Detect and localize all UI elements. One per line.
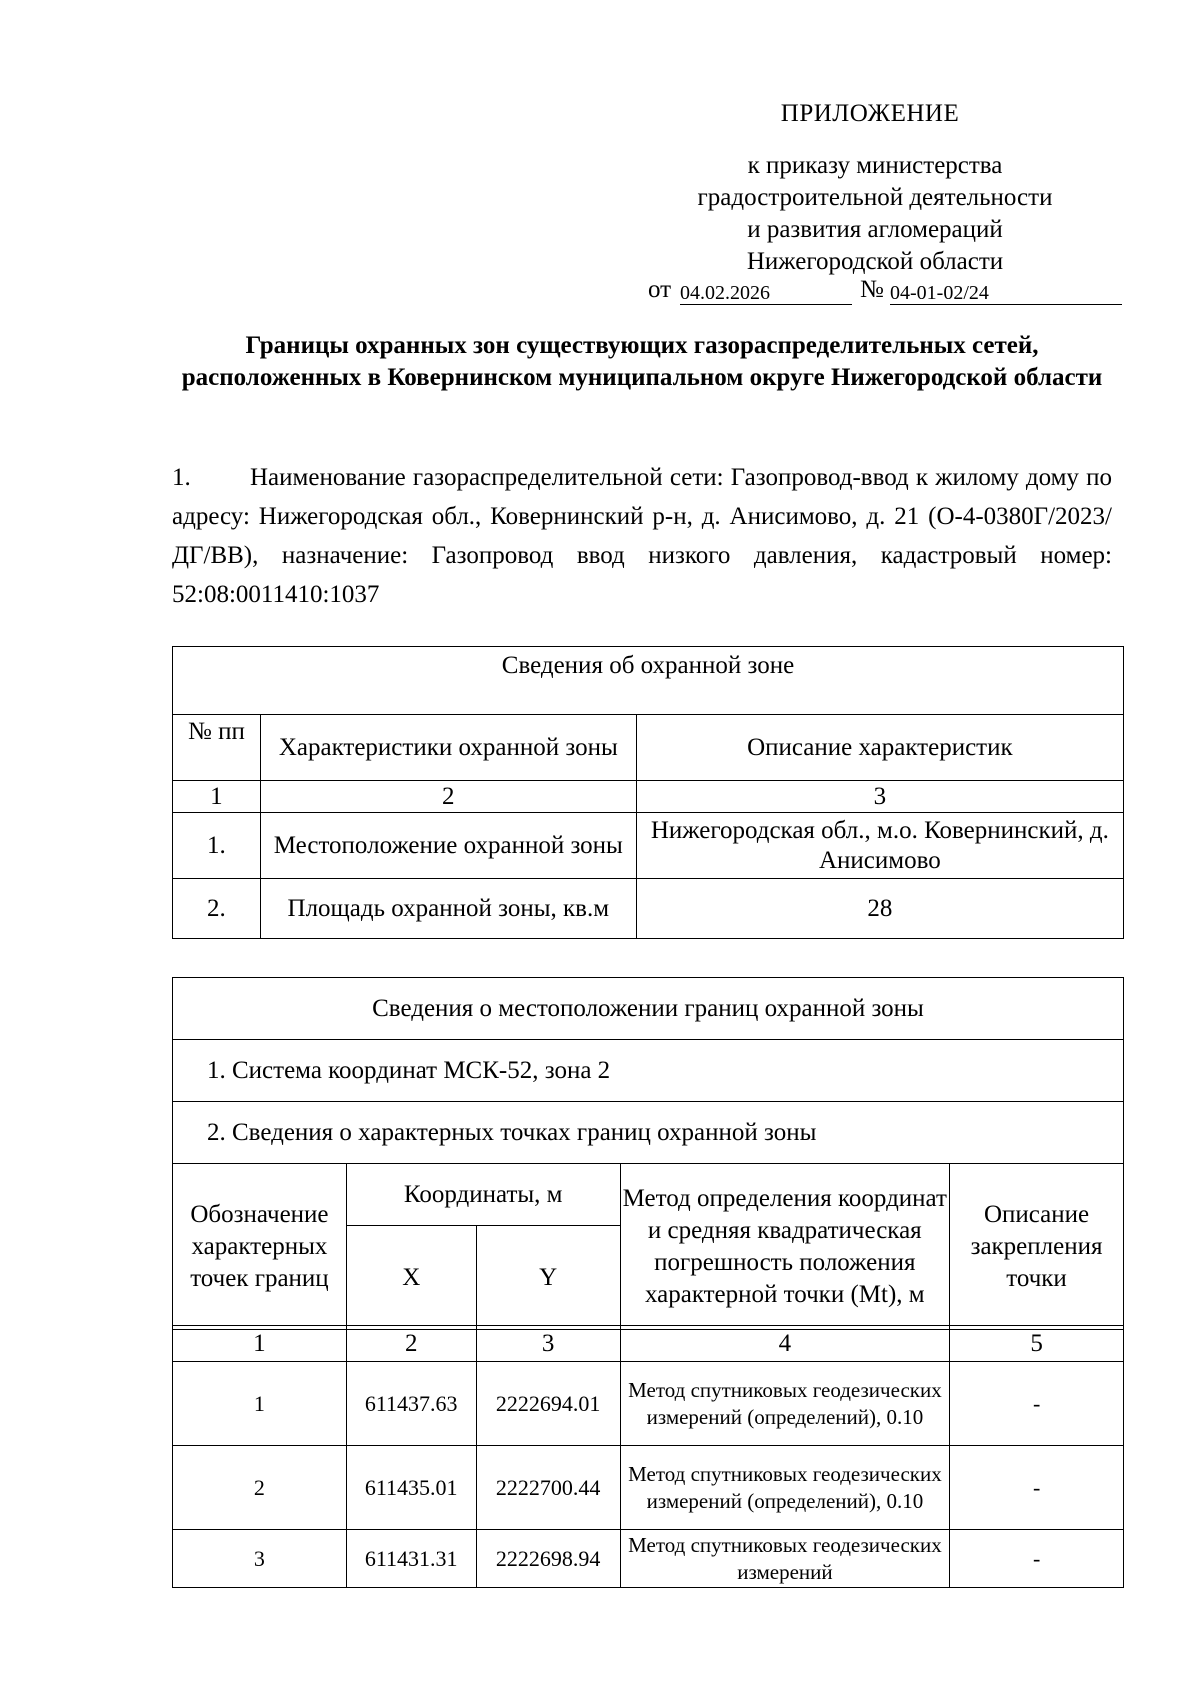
zone-info-table (172, 646, 1124, 939)
points-index-cell: 1 (173, 1326, 347, 1362)
col-fixing: Описание закрепления точки (950, 1164, 1124, 1330)
order-number: 04-01-02/24 (890, 282, 1122, 305)
appendix-line-1: к приказу министерства (747, 152, 1003, 179)
paragraph-text: Наименование газораспределительной сети: Газопровод-ввод к жилому дому по адресу: Нижегородская обл., Ковернинский р-н, д. Анисимово, д. 21 (О-4-0380Г/2023/ДГ/ВВ), назначение: Газопровод ввод низкого давления, кадастровый номер: 52:08:0011410:1037 (172, 464, 1112, 608)
appendix-line-4: Нижегородской области (746, 248, 1004, 275)
point-x: 611431.31 (346, 1530, 476, 1588)
zone-header-description: Описание характеристик (636, 715, 1123, 781)
boundary-info-table (172, 977, 1124, 1330)
point-id: 1 (173, 1362, 347, 1446)
row-characteristic: Местоположение охранной зоны (260, 813, 636, 879)
zone-header-num: № пп (173, 715, 261, 781)
points-section-title: 2. Сведения о характерных точках границ охранной зоны (173, 1102, 1124, 1164)
appendix-line-2: градостроительной деятельности (697, 184, 1053, 211)
document-heading: Границы охранных зон существующих газораспределительных сетей, расположенных в Ковернинском муниципальном округе Нижегородской области (181, 332, 1103, 391)
point-y: 2222694.01 (476, 1362, 620, 1446)
row-characteristic: Площадь охранной зоны, кв.м (260, 879, 636, 939)
points-index-cell: 4 (620, 1326, 950, 1362)
point-y: 2222700.44 (476, 1446, 620, 1530)
point-method: Метод спутниковых геодезических измерений (620, 1530, 950, 1588)
row-number: 2. (173, 879, 261, 939)
points-index-cell: 5 (950, 1326, 1124, 1362)
row-description: 28 (636, 879, 1123, 939)
row-number: 1. (173, 813, 261, 879)
coordinate-system: 1. Система координат МСК-52, зона 2 (173, 1040, 1124, 1102)
zone-header-characteristic: Характеристики охранной зоны (260, 715, 636, 781)
point-fixing: - (950, 1530, 1124, 1588)
number-prefix: № (860, 276, 884, 303)
point-x: 611435.01 (346, 1446, 476, 1530)
point-method: Метод спутниковых геодезических измерений (определений), 0.10 (620, 1362, 950, 1446)
table-row (173, 879, 1124, 939)
table-row (173, 813, 1124, 879)
point-y: 2222698.94 (476, 1530, 620, 1588)
point-fixing: - (950, 1446, 1124, 1530)
col-method: Метод определения координат и средняя квадратическая погрешность положения характерной точки (Mt), м (620, 1164, 950, 1330)
paragraph-number: 1. (172, 464, 191, 491)
point-id: 2 (173, 1446, 347, 1530)
points-index-cell: 2 (346, 1326, 476, 1362)
point-fixing: - (950, 1362, 1124, 1446)
network-description (172, 458, 1112, 614)
date-prefix: от (648, 276, 672, 303)
table-row (173, 1446, 1124, 1530)
appendix-line-3: и развития агломераций (747, 216, 1003, 243)
zone-table-title: Сведения об охранной зоне (173, 647, 1124, 715)
point-x: 611437.63 (346, 1362, 476, 1446)
order-date: 04.02.2026 (680, 282, 852, 305)
point-method: Метод спутниковых геодезических измерений (определений), 0.10 (620, 1446, 950, 1530)
zone-index-cell: 3 (636, 781, 1123, 813)
col-designation: Обозначение характерных точек границ (173, 1164, 347, 1330)
col-coordinates: Координаты, м (346, 1164, 620, 1226)
zone-index-cell: 1 (173, 781, 261, 813)
points-table (172, 1325, 1124, 1588)
table-row (173, 1530, 1124, 1588)
point-id: 3 (173, 1530, 347, 1588)
table-row (173, 1362, 1124, 1446)
points-index-cell: 3 (476, 1326, 620, 1362)
zone-index-cell: 2 (260, 781, 636, 813)
boundary-table-title: Сведения о местоположении границ охранной зоны (173, 978, 1124, 1040)
row-description: Нижегородская обл., м.о. Ковернинский, д. Анисимово (636, 813, 1123, 879)
appendix-title: ПРИЛОЖЕНИЕ (780, 100, 960, 127)
col-x: X (346, 1226, 476, 1330)
col-y: Y (476, 1226, 620, 1330)
